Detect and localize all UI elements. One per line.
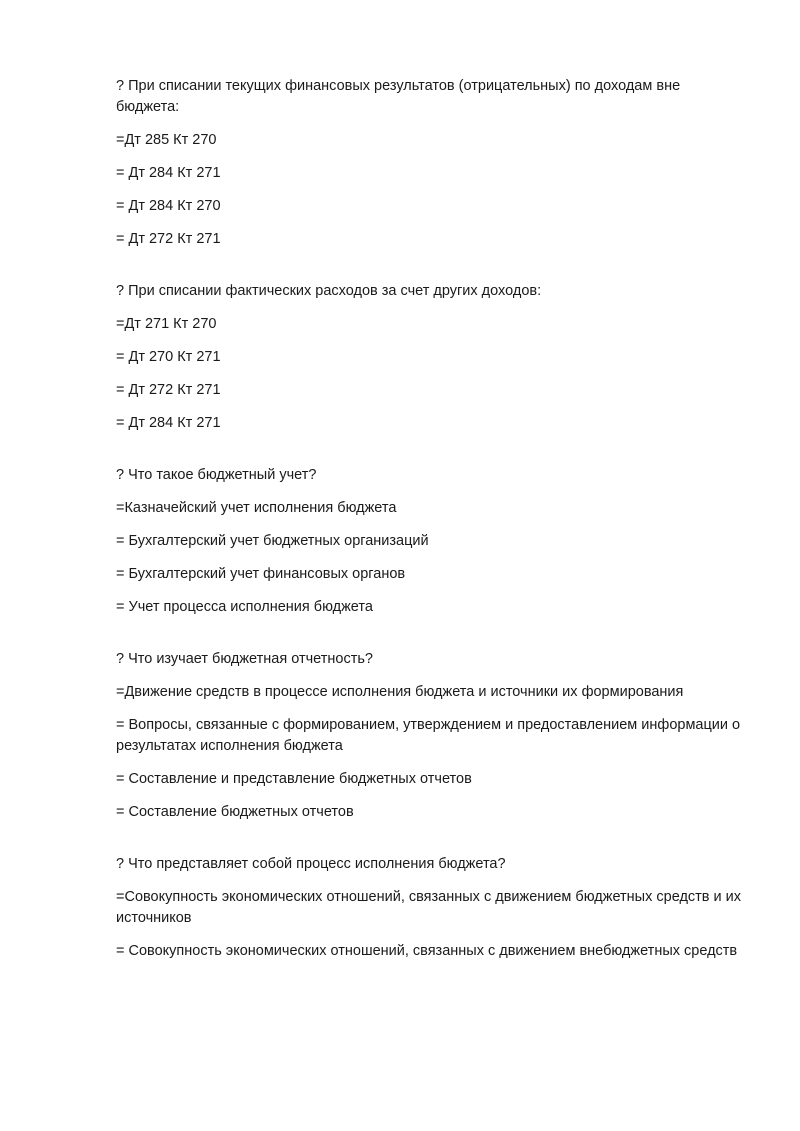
question-block-5 xyxy=(116,854,746,962)
answer-option: = Дт 284 Кт 270 xyxy=(116,198,221,214)
answer-option: = Дт 284 Кт 271 xyxy=(116,165,221,181)
answer-option: = Дт 272 Кт 271 xyxy=(116,231,221,247)
answer-option: =Дт 285 Кт 270 xyxy=(116,132,217,148)
question-text: ? Что такое бюджетный учет? xyxy=(116,467,317,483)
answer-option: = Учет процесса исполнения бюджета xyxy=(116,599,373,615)
answer-option: = Бухгалтерский учет бюджетных организаций xyxy=(116,533,429,549)
answer-option: = Вопросы, связанные с формированием, утверждением и предоставлением информации о результатах исполнения бюджета xyxy=(116,717,741,754)
answer-option: =Совокупность экономических отношений, связанных с движением бюджетных средств и их источников xyxy=(116,889,742,926)
answer-option: = Бухгалтерский учет финансовых органов xyxy=(116,566,406,582)
answer-option: =Движение средств в процессе исполнения бюджета и источники их формирования xyxy=(116,684,684,700)
question-block-2 xyxy=(116,281,746,434)
question-block-3 xyxy=(116,465,746,618)
answer-option: =Казначейский учет исполнения бюджета xyxy=(116,500,397,516)
answer-option: =Дт 271 Кт 270 xyxy=(116,316,217,332)
answer-option: = Дт 270 Кт 271 xyxy=(116,349,221,365)
question-block-4 xyxy=(116,649,746,823)
answer-option: = Дт 284 Кт 271 xyxy=(116,415,221,431)
question-text: ? Что изучает бюджетная отчетность? xyxy=(116,651,373,667)
question-text: ? При списании фактических расходов за счет других доходов: xyxy=(116,283,542,299)
answer-option: = Составление бюджетных отчетов xyxy=(116,804,354,820)
answer-option: = Совокупность экономических отношений, связанных с движением внебюджетных средств xyxy=(116,943,738,959)
document-page xyxy=(116,76,746,993)
answer-option: = Дт 272 Кт 271 xyxy=(116,382,221,398)
answer-option: = Составление и представление бюджетных отчетов xyxy=(116,771,472,787)
question-block-1 xyxy=(116,76,746,250)
question-text: ? Что представляет собой процесс исполнения бюджета? xyxy=(116,856,506,872)
question-text: ? При списании текущих финансовых результатов (отрицательных) по доходам вне бюджета: xyxy=(116,78,681,115)
